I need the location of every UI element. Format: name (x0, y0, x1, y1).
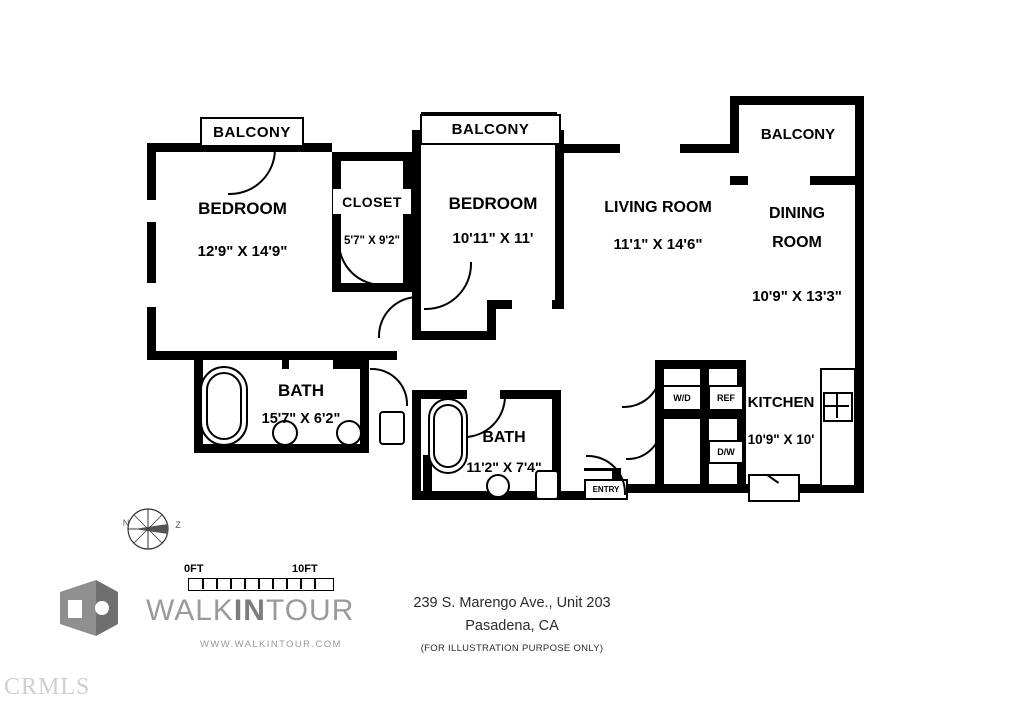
door-swing-arc (586, 455, 626, 495)
wall-segment (403, 152, 412, 292)
walkintour-logo-icon (56, 578, 122, 638)
window-opening (512, 300, 552, 309)
wall-segment (147, 351, 397, 360)
kitchen-name: KITCHEN (747, 394, 815, 411)
wall-segment (360, 360, 369, 452)
tag-washer-dryer: W/D (662, 385, 702, 411)
balcony-label-2: BALCONY (420, 114, 561, 145)
wall-segment (555, 130, 564, 305)
brand-url: WWW.WALKINTOUR.COM (200, 639, 342, 650)
dining-room-dim: 10'9" X 13'3" (752, 288, 842, 305)
kitchen-counter (820, 368, 856, 487)
compass-south-label: Z (175, 520, 181, 530)
window-opening (147, 283, 156, 307)
bath1-dim: 15'7" X 6'2" (261, 411, 341, 427)
toilet (486, 474, 510, 498)
wall-segment (332, 152, 412, 161)
living-room-dim: 11'1" X 14'6" (613, 236, 703, 253)
window-opening (289, 360, 333, 369)
tag-refrigerator: REF (708, 385, 744, 411)
door-swing-arc (228, 147, 276, 195)
scale-start-label: 0FT (184, 563, 204, 575)
bath2-dim: 11'2" X 7'4" (466, 459, 542, 475)
brand-tour: TOUR (265, 594, 355, 627)
tag-entry: ENTRY (584, 479, 628, 500)
wall-segment (655, 410, 737, 419)
disclaimer-text: (FOR ILLUSTRATION PURPOSE ONLY) (420, 643, 604, 654)
stove-burner (823, 392, 853, 422)
brand-walk: WALK (146, 594, 234, 627)
counter-line (836, 392, 838, 418)
wall-segment (737, 360, 746, 492)
living-room-name: LIVING ROOM (604, 199, 712, 216)
dining-room-name-line1: DINING (769, 205, 825, 222)
wall-segment (412, 331, 496, 340)
door-swing-arc (378, 296, 420, 338)
window-opening (620, 144, 680, 153)
bath1-name: BATH (278, 381, 324, 400)
tag-dishwasher: D/W (708, 440, 744, 464)
bedroom1-name: BEDROOM (198, 199, 287, 218)
wall-segment (412, 390, 421, 500)
balcony-label-1: BALCONY (200, 117, 304, 147)
compass-north-label: N (122, 518, 130, 528)
wall-segment (412, 390, 467, 399)
address-line-2: Pasadena, CA (465, 618, 559, 634)
window-opening (748, 176, 810, 185)
closet-name: CLOSET (333, 189, 411, 214)
kitchen-dim: 10'9" X 10' (747, 432, 815, 447)
scale-end-label: 10FT (292, 563, 318, 575)
wall-segment (730, 96, 863, 105)
bedroom2-dim: 10'11" X 11' (452, 230, 534, 247)
scale-bar (188, 578, 336, 592)
vanity (379, 411, 405, 445)
door-swing-arc (370, 368, 408, 406)
window-opening (147, 200, 156, 222)
closet-dim: 5'7" X 9'2" (343, 235, 401, 247)
dining-room-name-line2: ROOM (772, 234, 822, 251)
balcony-label-3: BALCONY (760, 126, 836, 143)
door-swing-arc (424, 262, 472, 310)
watermark-crmls: CRMLS (4, 674, 91, 700)
wall-segment (655, 360, 737, 369)
bedroom1-dim: 12'9" X 14'9" (197, 243, 288, 260)
brand-in: IN (233, 594, 266, 627)
bedroom2-name: BEDROOM (448, 194, 538, 213)
wall-segment (332, 152, 341, 292)
bathtub-basin (206, 372, 242, 440)
wall-segment (500, 390, 560, 399)
address-line-1: 239 S. Marengo Ave., Unit 203 (413, 595, 611, 611)
wall-segment (147, 143, 156, 360)
bath2-name: BATH (482, 429, 526, 446)
